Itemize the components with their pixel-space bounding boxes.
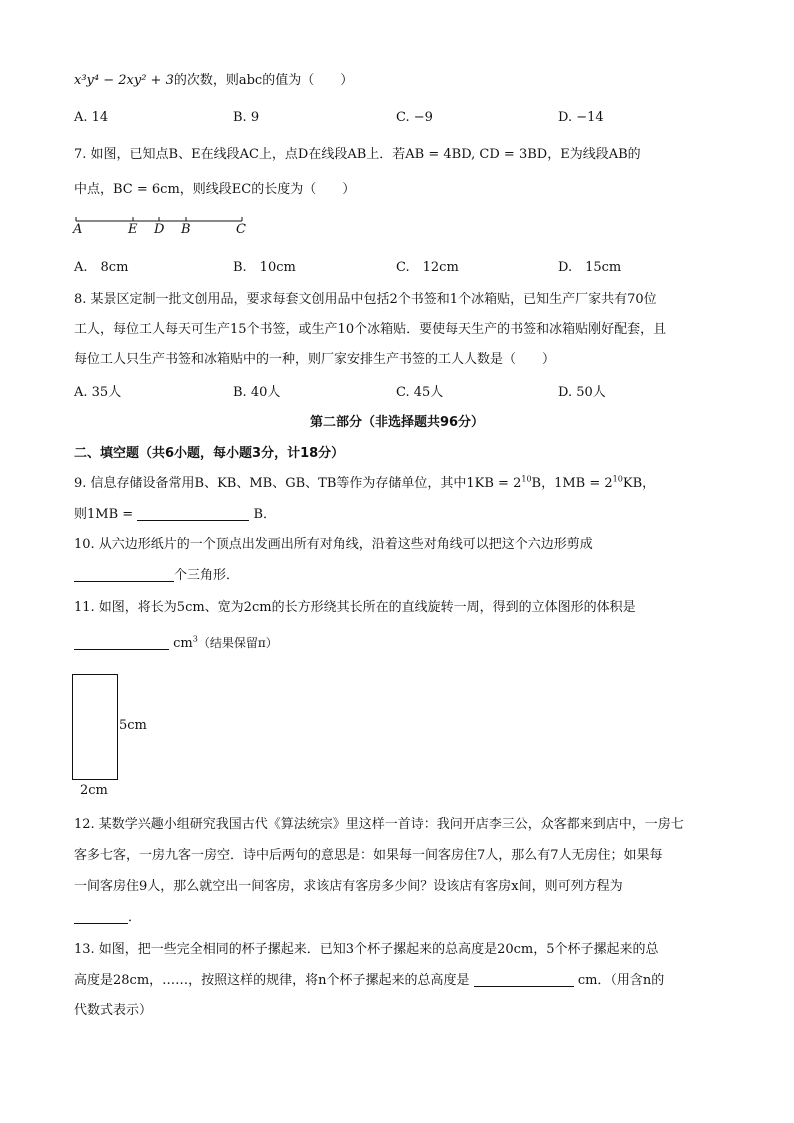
q13-line-2 <box>74 971 754 991</box>
q11-answer-blank[interactable] <box>74 635 169 650</box>
q11-line-1: 11. 如图，将长为5cm、宽为2cm的长方形绕其长所在的直线旋转一周，得到的立体图形的体积是 <box>74 600 636 615</box>
part-two-title: 第二部分（非选择题共96分） <box>309 415 485 430</box>
q8-option-d: D. 50人 <box>558 385 606 400</box>
fill-blank-section-heading: 二、填空题（共6小题，每小题3分，计18分） <box>74 446 345 461</box>
q8-line-1: 8. 某景区定制一批文创用品，要求每套文创用品中包括2个书签和1个冰箱贴，已知生产厂家共有70位 <box>74 292 657 307</box>
q12-line-4-text: ． <box>128 910 142 925</box>
q7-point-c: C <box>236 222 246 237</box>
q13-line-2-b: cm．（用含n的 <box>577 973 665 988</box>
q8-option-b: B. 40人 <box>233 385 281 400</box>
q12-line-3: 一间客房住9人，那么就空出一间客房，求该店有客房多少间？设该店有客房x间，则可列方程为 <box>74 879 623 894</box>
q12-line-1: 12. 某数学兴趣小组研究我国古代《算法统宗》里这样一首诗：我问开店李三公，众客都来到店中，一房七 <box>74 817 684 832</box>
q13-line-1: 13. 如图，把一些完全相同的杯子摞起来．已知3个杯子摞起来的总高度是20cm，5个杯子摞起来的总 <box>74 942 659 957</box>
q11-rectangle-figure <box>72 674 118 780</box>
q9-line-1-a: 9. 信息存储设备常用B、KB、MB、GB、TB等作为存储单位，其中1KB = 2 <box>74 476 522 491</box>
q7-point-a: A <box>73 222 83 237</box>
q7-line-2: 中点，BC = 6cm，则线段EC的长度为（ ） <box>74 182 356 197</box>
q6-option-a: A. 14 <box>74 110 109 125</box>
q13-line-3: 代数式表示） <box>74 1003 153 1018</box>
q7-segment-figure <box>70 212 260 242</box>
q9-line-1 <box>74 474 754 494</box>
q11-line-2 <box>74 633 754 654</box>
q11-note: （结果保留π） <box>197 636 278 650</box>
q13-answer-blank[interactable] <box>474 972 574 987</box>
q9-line-1-e: KB， <box>622 476 656 491</box>
q9-exponent-2: 10 <box>612 474 623 484</box>
q8-option-a: A. 35人 <box>74 385 122 400</box>
q12-line-4 <box>74 908 754 928</box>
q7-point-e: E <box>128 222 138 237</box>
q6-option-c: C. −9 <box>396 110 433 125</box>
q9-line-2-a: 则1MB = <box>74 507 134 522</box>
q6-expression: x³y⁴ − 2xy² + 3 <box>74 73 174 88</box>
q12-answer-blank[interactable] <box>74 909 128 924</box>
q8-line-2: 工人，每位工人每天可生产15个书签，或生产10个冰箱贴．要使每天生产的书签和冰箱贴刚好配套，且 <box>74 322 667 337</box>
q7-point-b: B <box>181 222 191 237</box>
q12-line-2: 客多七客，一房九客一房空．诗中后两句的意思是：如果每一间客房住7人，那么有7人无房住；如果每 <box>74 848 663 863</box>
q7-option-c: C. 12cm <box>396 260 459 275</box>
q10-line-1: 10. 从六边形纸片的一个顶点出发画出所有对角线，沿着这些对角线可以把这个六边形剪成 <box>74 537 593 552</box>
q7-option-b: B. 10cm <box>233 260 296 275</box>
q6-option-b: B. 9 <box>233 110 260 125</box>
q7-option-d: D. 15cm <box>558 260 622 275</box>
q11-unit-exponent: 3 <box>192 634 198 644</box>
q13-line-2-a: 高度是28cm，……，按照这样的规律，将n个杯子摞起来的总高度是 <box>74 973 470 988</box>
q9-line-2 <box>74 505 754 525</box>
q9-line-2-b: B． <box>253 507 277 522</box>
q9-line-1-c: B，1MB = 2 <box>531 476 613 491</box>
q9-answer-blank[interactable] <box>137 506 249 521</box>
q10-line-2-text: 个三角形． <box>174 568 240 583</box>
q10-answer-blank[interactable] <box>74 567 174 582</box>
q6-option-d: D. −14 <box>558 110 604 125</box>
q8-line-3: 每位工人只生产书签和冰箱贴中的一种，则厂家安排生产书签的工人人数是（ ） <box>74 352 556 367</box>
q10-line-2 <box>74 566 754 586</box>
q8-option-c: C. 45人 <box>396 385 444 400</box>
q6-stem-text: 的次数，则abc的值为（ ） <box>173 73 354 88</box>
q7-line-1: 7. 如图，已知点B、E在线段AC上，点D在线段AB上．若AB = 4BD, CD = 3BD，E为线段AB的 <box>74 147 641 162</box>
q7-point-d: D <box>154 222 165 237</box>
q6-stem <box>74 71 754 91</box>
q11-length-label: 5cm <box>119 718 147 733</box>
q11-unit: cm <box>173 636 193 651</box>
q7-option-a: A. 8cm <box>74 260 129 275</box>
q11-width-label: 2cm <box>80 783 108 798</box>
q9-exponent-1: 10 <box>521 474 532 484</box>
